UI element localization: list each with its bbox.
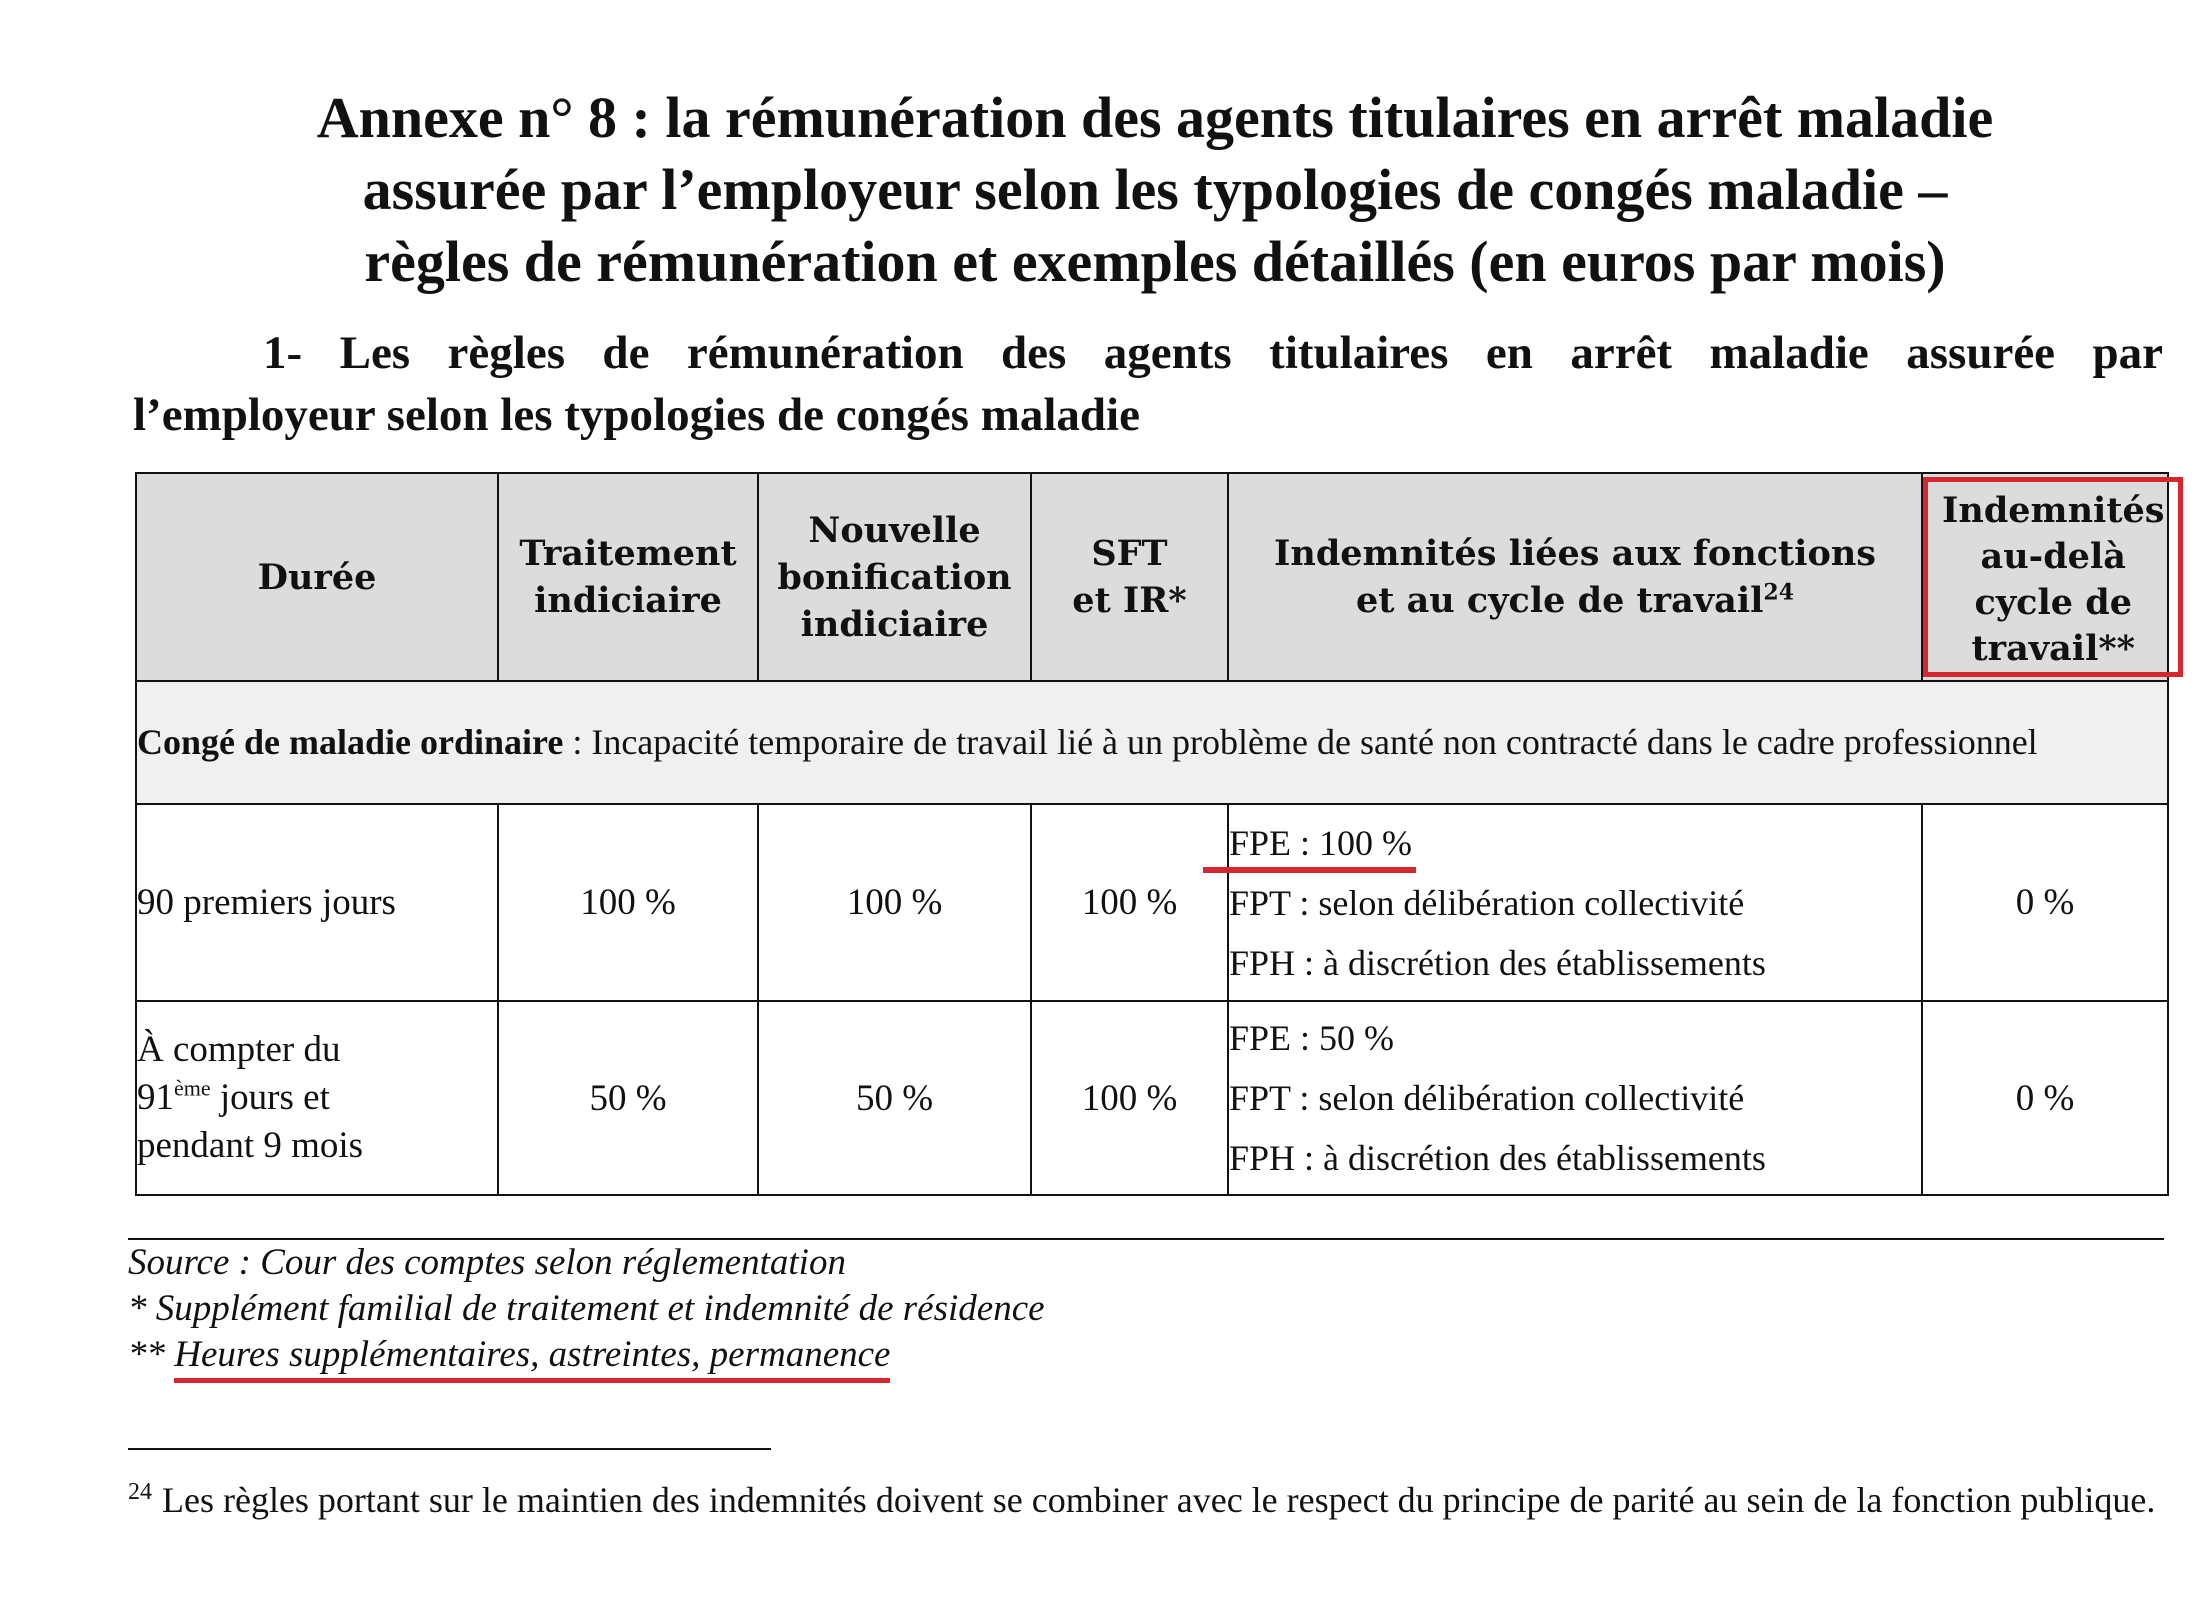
title-line-2: assurée par l’employeur selon les typologies de congés maladie – [362,157,1948,222]
cell-duree: 90 premiers jours [136,804,498,1001]
section-description: Congé de maladie ordinaire : Incapacité temporaire de travail lié à un problème de santé non contracté dans le cadre professionnel [136,681,2168,804]
table-header-row [136,473,2168,681]
header-audela [1922,473,2168,681]
source-note: Source : Cour des comptes selon réglementation [128,1242,846,1283]
footnote-ref: 24 [1763,579,1795,606]
cell-traitement: 100 % [498,804,758,1001]
cell-nbi: 100 % [758,804,1031,1001]
section-heading-line-1: 1- Les règles de rémunération des agents titulaires en arrêt maladie assurée par [263,327,2163,379]
page-title [0,82,2200,298]
section-heading-line-2: l’employeur selon les typologies de congés maladie [133,389,1140,441]
cell-indemnites: FPE : 50 % FPT : selon délibération collectivité FPH : à discrétion des établissements [1228,1001,1922,1195]
table-row [136,804,2168,1001]
cell-audela: 0 % [1922,1001,2168,1195]
cell-audela: 0 % [1922,804,2168,1001]
header-nbi: Nouvelle bonification indiciaire [758,473,1031,681]
header-traitement: Traitement indiciaire [498,473,758,681]
cell-sft: 100 % [1031,1001,1228,1195]
underlined-note: Heures supplémentaires, astreintes, permanence [174,1334,890,1383]
highlight-box: Indemnités au-delà cycle de travail** [1923,477,2183,677]
footnote-divider [128,1448,771,1450]
table-row [136,1001,2168,1195]
section-heading [133,322,2163,446]
title-line-1: Annexe n° 8 : la rémunération des agents titulaires en arrêt maladie [316,85,1994,150]
section-row [136,681,2168,804]
cell-sft: 100 % [1031,804,1228,1001]
header-duree: Durée [136,473,498,681]
note-star-1: * Supplément familial de traitement et indemnité de résidence [128,1288,1045,1329]
footnote-number: 24 [128,1479,152,1505]
cell-indemnites: FPE : 100 % FPT : selon délibération collectivité FPH : à discrétion des établissements [1228,804,1922,1001]
cell-duree: À compter du 91ème jours et pendant 9 mois [136,1001,498,1195]
title-line-3: règles de rémunération et exemples détaillés (en euros par mois) [364,229,1946,294]
note-star-2: ** Heures supplémentaires, astreintes, permanence [128,1332,1045,1383]
footnote-text: Les règles portant sur le maintien des indemnités doivent se combiner avec le respect du principe de parité au sein de la fonction publique. [162,1480,2156,1520]
header-sft: SFT et IR* [1031,473,1228,681]
cell-nbi: 50 % [758,1001,1031,1195]
fpe-underlined: FPE : 100 % [1203,819,1416,873]
header-indemnites: Indemnités liées aux fonctions et au cycle de travail$^{24}$ [1228,473,1922,681]
cell-traitement: 50 % [498,1001,758,1195]
footnote [128,1475,2164,1525]
table-notes [128,1240,1045,1383]
remuneration-table [135,472,2169,1196]
